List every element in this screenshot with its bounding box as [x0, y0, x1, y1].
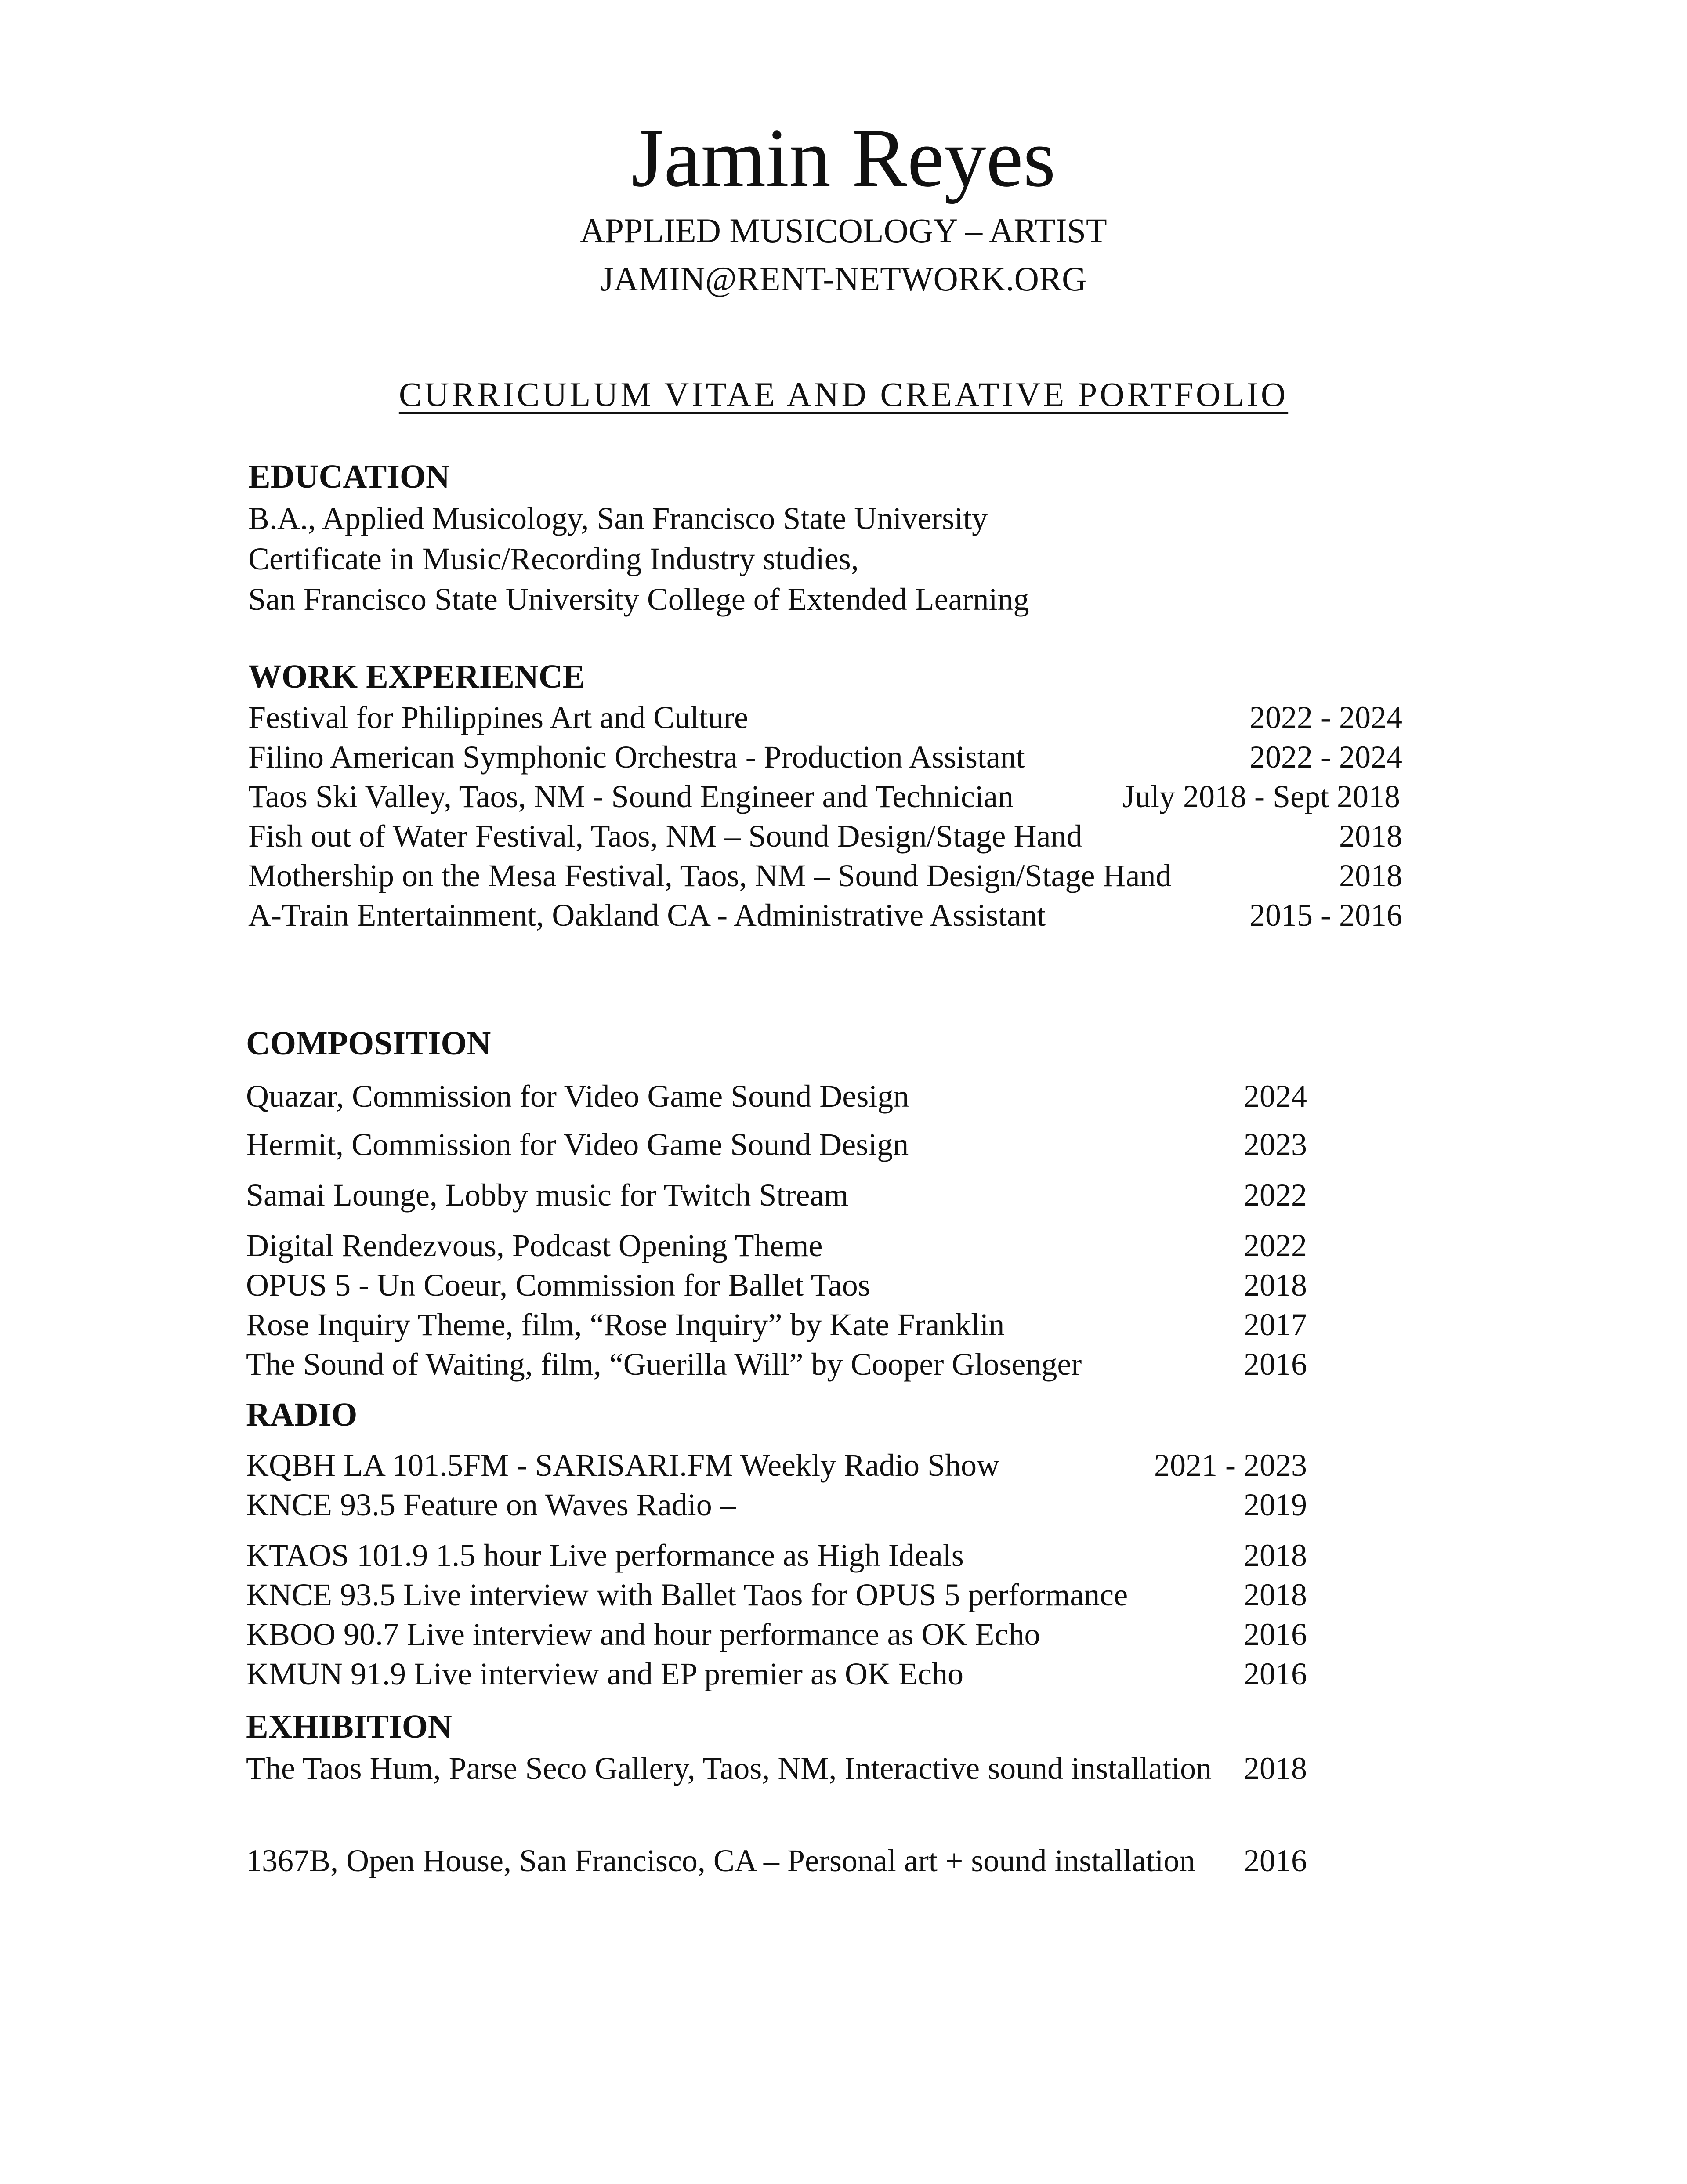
radio-item-year: 2021 - 2023 — [1154, 1448, 1307, 1483]
exhibition-item-text: 1367B, Open House, San Francisco, CA – Personal art + sound installation — [246, 1843, 1195, 1878]
education-line: San Francisco State University College of Extended Learning — [248, 582, 1029, 617]
work-item-year: 2018 — [1339, 858, 1402, 893]
composition-item-text: Hermit, Commission for Video Game Sound Design — [246, 1127, 909, 1162]
radio-item-year: 2018 — [1244, 1538, 1307, 1573]
work-item-text: Festival for Philippines Art and Culture — [248, 700, 748, 735]
exhibition-heading: EXHIBITION — [246, 1708, 452, 1745]
work-item-year: 2022 - 2024 — [1249, 700, 1402, 735]
education-line: Certificate in Music/Recording Industry studies, — [248, 541, 859, 576]
work-item-year: 2015 - 2016 — [1249, 898, 1402, 933]
work-heading: WORK EXPERIENCE — [248, 658, 585, 695]
email: JAMIN@RENT-NETWORK.ORG — [600, 260, 1087, 298]
work-item-text: Taos Ski Valley, Taos, NM - Sound Engineer and Technician — [248, 779, 1014, 814]
composition-item-text: Samai Lounge, Lobby music for Twitch Stream — [246, 1177, 849, 1213]
composition-item-year: 2023 — [1244, 1127, 1307, 1162]
composition-item-text: The Sound of Waiting, film, “Guerilla Will” by Cooper Glosenger — [246, 1347, 1082, 1382]
composition-item-year: 2017 — [1244, 1307, 1307, 1342]
work-item-text: A-Train Entertainment, Oakland CA - Administrative Assistant — [248, 898, 1046, 933]
work-item-text: Fish out of Water Festival, Taos, NM – Sound Design/Stage Hand — [248, 819, 1082, 854]
work-item-text: Mothership on the Mesa Festival, Taos, NM – Sound Design/Stage Hand — [248, 858, 1172, 893]
document-title: CURRICULUM VITAE AND CREATIVE PORTFOLIO — [398, 375, 1289, 413]
radio-item-text: KNCE 93.5 Feature on Waves Radio – — [246, 1487, 736, 1522]
exhibition-item-text: The Taos Hum, Parse Seco Gallery, Taos, NM, Interactive sound installation — [246, 1751, 1212, 1786]
composition-item-year: 2024 — [1244, 1079, 1307, 1114]
work-item-year: 2018 — [1339, 819, 1402, 854]
education-line: B.A., Applied Musicology, San Francisco State University — [248, 501, 988, 536]
radio-item-text: KBOO 90.7 Live interview and hour performance as OK Echo — [246, 1617, 1040, 1652]
work-item-text: Filino American Symphonic Orchestra - Production Assistant — [248, 739, 1025, 775]
subtitle: APPLIED MUSICOLOGY – ARTIST — [580, 211, 1107, 250]
radio-heading: RADIO — [246, 1396, 358, 1433]
composition-heading: COMPOSITION — [246, 1025, 491, 1062]
exhibition-item-year: 2016 — [1244, 1843, 1307, 1878]
composition-item-year: 2016 — [1244, 1347, 1307, 1382]
radio-item-year: 2019 — [1244, 1487, 1307, 1522]
composition-item-year: 2022 — [1244, 1177, 1307, 1213]
radio-item-text: KTAOS 101.9 1.5 hour Live performance as High Ideals — [246, 1538, 964, 1573]
composition-item-text: Digital Rendezvous, Podcast Opening Theme — [246, 1228, 823, 1263]
composition-item-year: 2022 — [1244, 1228, 1307, 1263]
work-item-year: 2022 - 2024 — [1249, 739, 1402, 775]
education-heading: EDUCATION — [248, 458, 450, 495]
radio-item-year: 2018 — [1244, 1577, 1307, 1612]
radio-item-text: KNCE 93.5 Live interview with Ballet Taos for OPUS 5 performance — [246, 1577, 1128, 1612]
composition-item-text: Rose Inquiry Theme, film, “Rose Inquiry” by Kate Franklin — [246, 1307, 1005, 1342]
radio-item-year: 2016 — [1244, 1617, 1307, 1652]
exhibition-item-year: 2018 — [1244, 1751, 1307, 1786]
radio-item-year: 2016 — [1244, 1656, 1307, 1691]
composition-item-year: 2018 — [1244, 1268, 1307, 1303]
composition-item-text: Quazar, Commission for Video Game Sound Design — [246, 1079, 909, 1114]
composition-item-text: OPUS 5 - Un Coeur, Commission for Ballet Taos — [246, 1268, 870, 1303]
work-item-year: July 2018 - Sept 2018 — [1122, 779, 1400, 814]
radio-item-text: KQBH LA 101.5FM - SARISARI.FM Weekly Radio Show — [246, 1448, 1000, 1483]
radio-item-text: KMUN 91.9 Live interview and EP premier as OK Echo — [246, 1656, 963, 1691]
person-name: Jamin Reyes — [631, 112, 1056, 204]
